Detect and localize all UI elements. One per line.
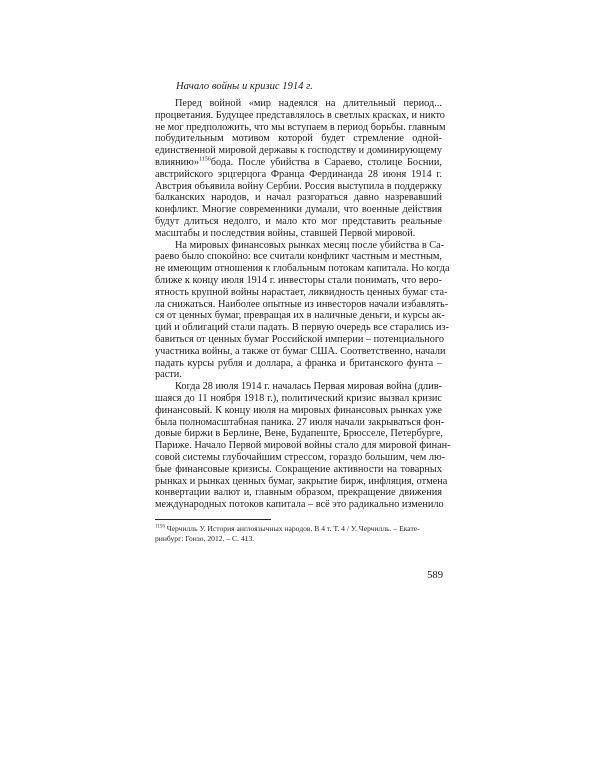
- paragraph-line-part: влиянию»: [155, 156, 199, 168]
- footnote-number: 1156: [155, 524, 165, 530]
- paragraph-line: конфликт. Многие современники думали, что военные действия: [155, 204, 442, 216]
- footnote-text: Черчилль У. История англоязычных народов. В 4 т. Т. 4 / У. Черчилль. – Екате-: [164, 524, 420, 533]
- paragraph-line: Австрия объявила войну Сербии. Россия выступила в поддержку: [155, 180, 442, 192]
- paragraph-line: шаяся до 11 ноября 1918 г.), политический кризис вызвал кризис: [155, 392, 442, 404]
- paragraph-line: ближе к концу июля 1914 г. инвесторы стали понимать, что веро-: [155, 274, 442, 286]
- paragraph-line: ся от ценных бумаг, превращая их в наличные деньги, и курсы ак-: [155, 310, 445, 322]
- paragraph-3: [155, 381, 451, 511]
- paragraph-line: не имеющим отношения к глобальным потокам капитала. Но когда: [155, 263, 450, 275]
- paragraph-line-part: бода. После убийства в Сараево, столице Боснии,: [210, 156, 442, 168]
- paragraph-line: Париже. Начало Первой мировой войны стало для мировой финан-: [155, 440, 451, 452]
- paragraph-line: не мог предположить, что мы вступаем в период борьбы. главным: [155, 121, 446, 133]
- footnote-line: ринбург: Гонзо, 2012. – С. 413.: [155, 533, 255, 543]
- paragraph-line: Когда 28 июля 1914 г. началась Первая мировая война (длив-: [175, 381, 442, 393]
- paragraph-line: На мировых финансовых рынках месяц после убийства в Са-: [175, 239, 445, 251]
- paragraph-line: масштабы и последствия войны, ставшей Первой мировой.: [155, 227, 416, 239]
- section-heading: Начало войны и кризис 1914 г.: [176, 81, 313, 92]
- paragraph-line-with-footnote: [155, 157, 442, 169]
- footnote-divider: [155, 519, 271, 520]
- paragraph-1: [155, 98, 446, 240]
- paragraph-line: международных потоков капитала – всё это радикально изменило: [155, 499, 444, 511]
- paragraph-line: раево было спокойно: все считали конфликт частным и местным,: [155, 251, 442, 263]
- paragraph-line: финансовый. К концу июля на мировых финансовых рынках уже: [155, 404, 442, 416]
- paragraph-line: австрийского эрцгерцога Франца Фердинанда 28 июня 1914 г.: [155, 168, 442, 180]
- paragraph-line: бые финансовые кризисы. Сокращение активности на товарных: [155, 463, 442, 475]
- paragraph-line: конвертации валют и, главным образом, прекращение движения: [155, 487, 442, 499]
- paragraph-line: бавиться от ценных бумаг Российской империи – потенциального: [155, 333, 445, 345]
- paragraph-line: балканских народов, и начал разгораться давно назревавший: [155, 192, 442, 204]
- paragraph-line: участника войны, а также от бумаг США. Соответственно, начали: [155, 345, 446, 357]
- paragraph-line: Перед войной «мир надеялся на длительный период...: [175, 98, 442, 109]
- paragraph-line: побудительным мотивом которой будет стремление одной-: [155, 133, 442, 145]
- paragraph-line: будут длиться недолго, и мало кто мог представить реальные: [155, 215, 442, 227]
- body-text: [155, 98, 451, 511]
- paragraph-line: рынках и рынках ценных бумаг, закрытие бирж, инфляция, отмена: [155, 475, 448, 487]
- paragraph-line: довые биржи в Берлине, Вене, Будапеште, Брюсселе, Петербурге,: [155, 428, 443, 440]
- footnote: [155, 524, 442, 543]
- paragraph-line: ятность крупной войны нарастает, ликвидность ценных бумаг ста-: [155, 286, 448, 298]
- page-number: 589: [427, 570, 443, 581]
- paragraph-line: совой системы глубочайшим стрессом, гораздо большим, чем лю-: [155, 451, 446, 463]
- paragraph-line: ций и облигаций стали падать. В первую очередь все старались из-: [155, 322, 449, 334]
- footnote-line: [155, 524, 442, 534]
- paragraph-line: расти.: [155, 369, 182, 381]
- paragraph-2: [155, 239, 450, 382]
- paragraph-line: была полномасштабная паника. 27 июля начали закрываться фон-: [155, 416, 445, 428]
- paragraph-line: единственной мировой державы к господству и доминирующему: [155, 145, 442, 157]
- paragraph-line: падать курсы рубля и доллара, а франка и британского фунта –: [155, 357, 442, 369]
- paragraph-line: ла снижаться. Наиболее опытные из инвесторов начали избавлять-: [155, 298, 449, 310]
- paragraph-line: процветания. Будущее представлялось в светлых красках, и никто: [155, 109, 445, 121]
- footnote-reference[interactable]: 1156: [198, 156, 211, 163]
